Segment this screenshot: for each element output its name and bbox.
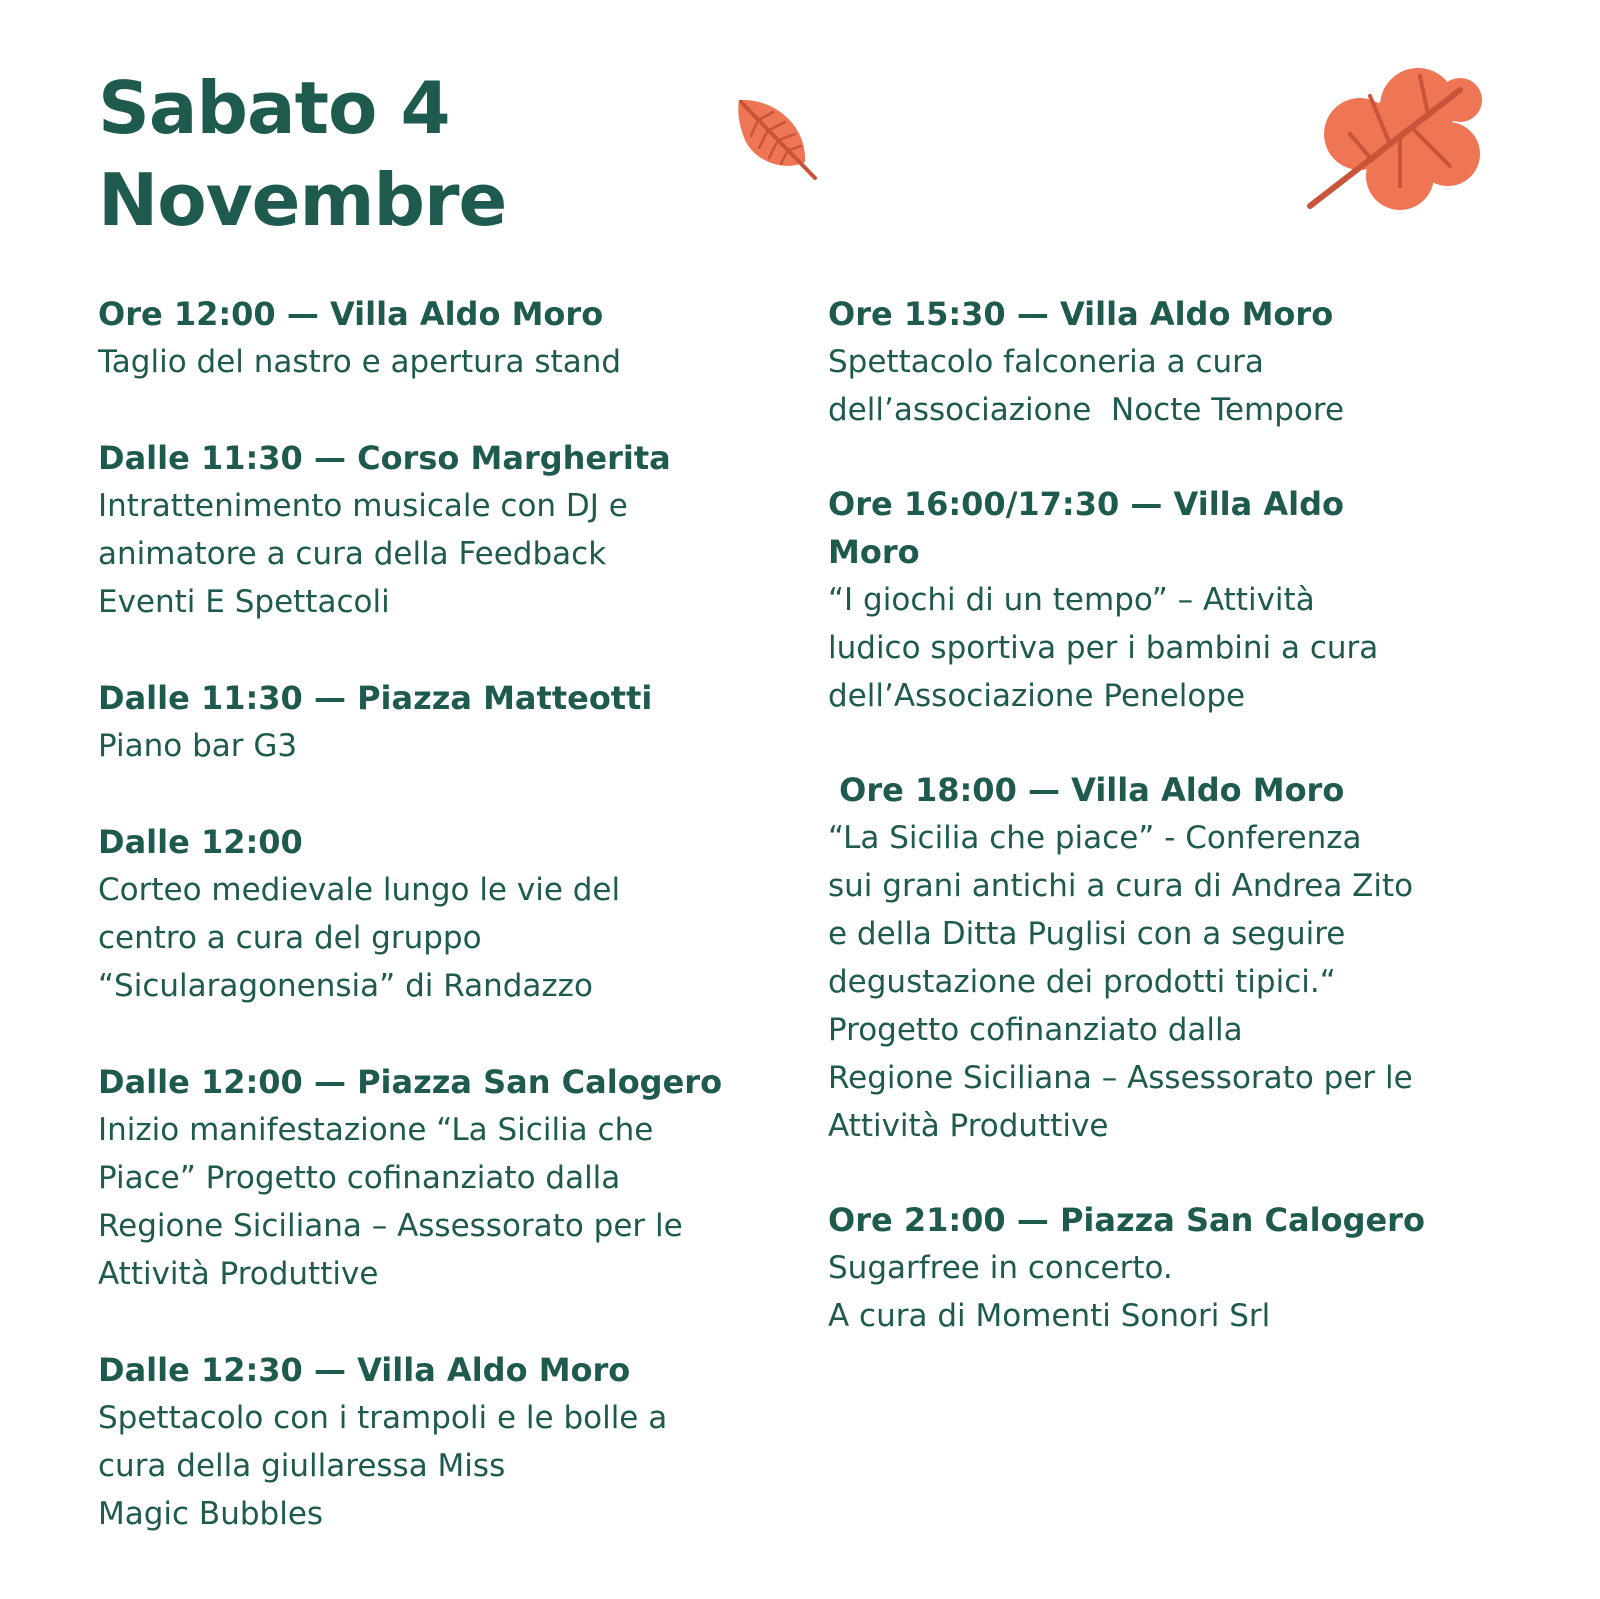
event-item <box>98 434 788 626</box>
event-line: sui grani antichi a cura di Andrea Zito <box>828 868 1414 904</box>
oak-leaf-icon <box>1300 56 1490 226</box>
event-heading: Dalle 12:00 — Piazza San Calogero <box>98 1063 723 1101</box>
event-line: Attività Produttive <box>98 1256 379 1292</box>
leaf-small-icon <box>735 96 825 186</box>
event-line: Magic Bubbles <box>98 1496 324 1532</box>
event-item <box>98 818 788 1010</box>
event-item <box>98 290 788 386</box>
event-line: Piace” Progetto cofinanziato dalla <box>98 1160 621 1196</box>
event-line: Taglio del nastro e apertura stand <box>98 344 622 380</box>
page-title <box>98 62 506 246</box>
event-line: e della Ditta Puglisi con a seguire <box>828 916 1346 952</box>
event-line: “La Sicilia che piace” - Conferenza <box>828 820 1362 856</box>
event-line: dell’associazione Nocte Tempore <box>828 392 1345 428</box>
event-description <box>828 338 1548 434</box>
event-heading: Ore 16:00/17:30 — Villa Aldo Moro <box>828 485 1344 571</box>
event-line: Sugarfree in concerto. <box>828 1250 1173 1286</box>
event-item <box>828 290 1548 434</box>
event-item <box>828 766 1548 1150</box>
event-line: centro a cura del gruppo <box>98 920 482 956</box>
event-line: Intrattenimento musicale con DJ e <box>98 488 628 524</box>
event-line: Regione Siciliana – Assessorato per le <box>828 1060 1413 1096</box>
event-heading: Dalle 12:30 — Villa Aldo Moro <box>98 1351 631 1389</box>
event-heading: Ore 15:30 — Villa Aldo Moro <box>828 295 1334 333</box>
event-item <box>828 1196 1548 1340</box>
event-line: “I giochi di un tempo” – Attività <box>828 582 1315 618</box>
event-description <box>828 576 1548 720</box>
event-line: Spettacolo falconeria a cura <box>828 344 1264 380</box>
event-line: Spettacolo con i trampoli e le bolle a <box>98 1400 668 1436</box>
event-line: Regione Siciliana – Assessorato per le <box>98 1208 683 1244</box>
event-line: dell’Associazione Penelope <box>828 678 1246 714</box>
event-line: ludico sportiva per i bambini a cura <box>828 630 1379 666</box>
event-description <box>98 1106 788 1298</box>
event-description <box>828 1244 1548 1340</box>
event-description <box>98 1394 788 1538</box>
schedule-left-column <box>98 290 788 1586</box>
event-heading: Ore 21:00 — Piazza San Calogero <box>828 1201 1425 1239</box>
event-line: Progetto cofinanziato dalla <box>828 1012 1243 1048</box>
event-line: Corteo medievale lungo le vie del <box>98 872 621 908</box>
event-description <box>98 866 788 1010</box>
event-heading: Dalle 11:30 — Piazza Matteotti <box>98 679 653 717</box>
event-item <box>98 1346 788 1538</box>
event-line: animatore a cura della Feedback <box>98 536 607 572</box>
schedule-right-column <box>828 290 1548 1386</box>
title-line-2: Novembre <box>98 158 507 242</box>
event-line: degustazione dei prodotti tipici.“ <box>828 964 1336 1000</box>
event-line: Piano bar G3 <box>98 728 298 764</box>
event-line: “Sicularagonensia” di Randazzo <box>98 968 593 1004</box>
event-heading: Ore 18:00 — Villa Aldo Moro <box>828 771 1345 809</box>
event-line: cura della giullaressa Miss <box>98 1448 506 1484</box>
event-description <box>98 722 788 770</box>
title-line-1: Sabato 4 <box>98 66 450 150</box>
event-description <box>98 482 788 626</box>
event-description <box>98 338 788 386</box>
event-line: A cura di Momenti Sonori Srl <box>828 1298 1271 1334</box>
event-heading: Dalle 11:30 — Corso Margherita <box>98 439 671 477</box>
event-item <box>98 1058 788 1298</box>
event-item <box>98 674 788 770</box>
event-heading: Dalle 12:00 <box>98 823 303 861</box>
event-line: Inizio manifestazione “La Sicilia che <box>98 1112 654 1148</box>
event-line: Attività Produttive <box>828 1108 1109 1144</box>
event-heading: Ore 12:00 — Villa Aldo Moro <box>98 295 604 333</box>
event-line: Eventi E Spettacoli <box>98 584 390 620</box>
event-item <box>828 480 1548 720</box>
event-description <box>828 814 1548 1150</box>
